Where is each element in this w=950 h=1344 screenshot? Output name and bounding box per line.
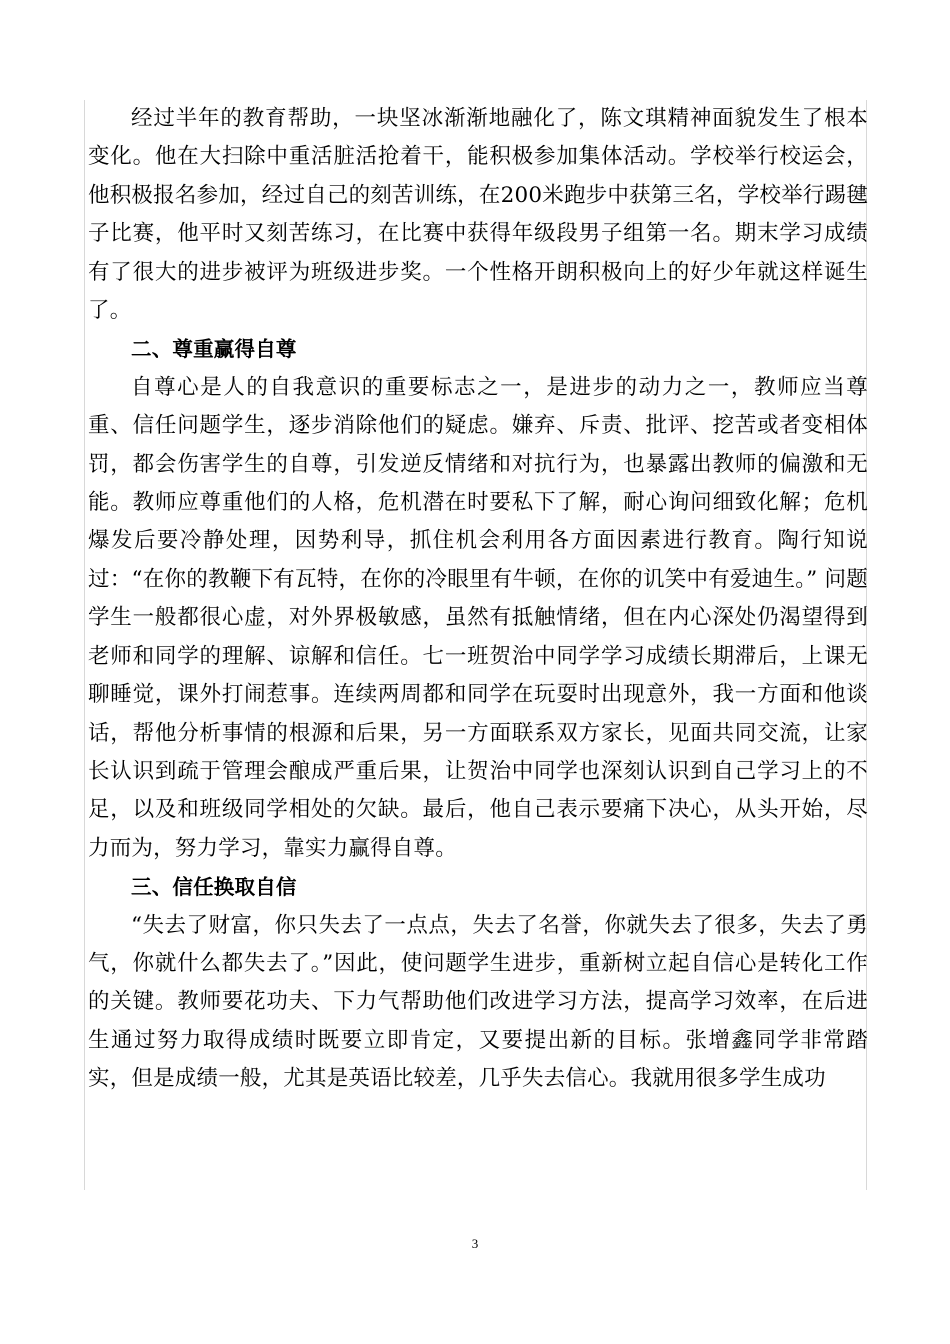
- page-number: 3: [471, 1236, 479, 1251]
- paragraph-1: 经过半年的教育帮助，一块坚冰渐渐地融化了，陈文琪精神面貌发生了根本变化。他在大扫除中重活脏活抢着干，能积极参加集体活动。学校举行校运会，他积极报名参加，经过自己的刻苦训练，在200米跑步中获第三名，学校举行踢毽子比赛，他平时又刻苦练习，在比赛中获得年级段男子组第一名。期末学习成绩有了很大的进步被评为班级进步奖。一个性格开朗积极向上的好少年就这样诞生了。: [88, 106, 868, 324]
- document-body: [88, 100, 868, 1099]
- section-heading-2: 二、尊重赢得自尊: [131, 337, 297, 362]
- section-heading-3: 三、信任换取自信: [131, 875, 297, 900]
- paragraph-2: 自尊心是人的自我意识的重要标志之一，是进步的动力之一，教师应当尊重、信任问题学生，逐步消除他们的疑虑。嫌弃、斥责、批评、挖苦或者变相体罚，都会伤害学生的自尊，引发逆反情绪和对抗行为，也暴露出教师的偏激和无能。教师应尊重他们的人格，危机潜在时要私下了解，耐心询问细致化解；危机爆发后要冷静处理，因势利导，抓住机会利用各方面因素进行教育。陶行知说过：“在你的教鞭下有瓦特，在你的冷眼里有牛顿，在你的讥笑中有爱迪生。” 问题学生一般都很心虚，对外界极敏感，虽然有抵触情绪，但在内心深处仍渴望得到老师和同学的理解、谅解和信任。七一班贺治中同学学习成绩长期滞后，上课无聊睡觉，课外打闹惹事。连续两周都和同学在玩耍时出现意外，我一方面和他谈话，帮他分析事情的根源和后果，另一方面联系双方家长，见面共同交流，让家长认识到疏于管理会酿成严重后果，让贺治中同学也深刻认识到自己学习上的不足，以及和班级同学相处的欠缺。最后，他自己表示要痛下决心，从头开始，尽力而为，努力学习，靠实力赢得自尊。: [88, 374, 868, 861]
- paragraph-3: “失去了财富，你只失去了一点点，失去了名誉，你就失去了很多，失去了勇气，你就什么都失去了。”因此，使问题学生进步，重新树立起自信心是转化工作的关键。教师要花功夫、下力气帮助他们改进学习方法，提高学习效率，在后进生通过努力取得成绩时既要立即肯定，又要提出新的目标。张增鑫同学非常踏实，但是成绩一般，尤其是英语比较差，几乎失去信心。我就用很多学生成功: [88, 912, 868, 1092]
